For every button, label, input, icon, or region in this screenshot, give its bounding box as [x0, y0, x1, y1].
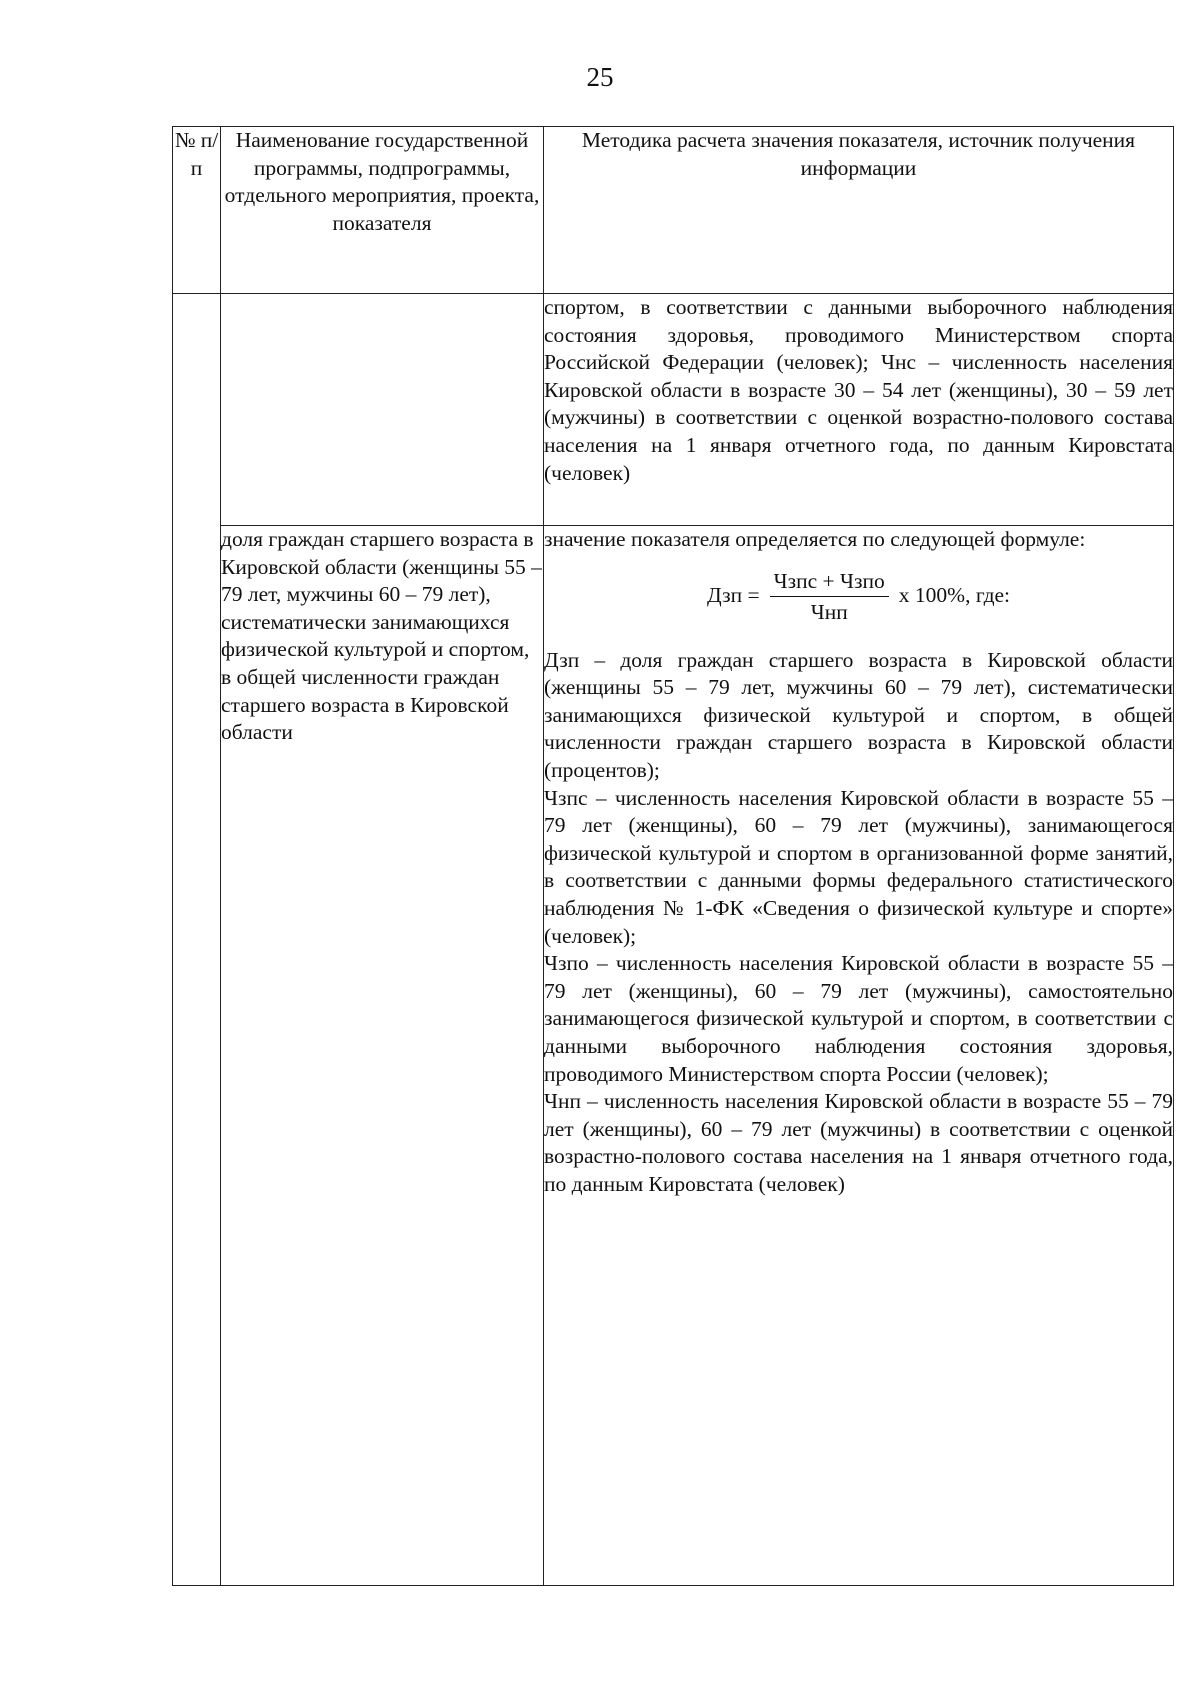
formula-denominator: Чнп — [810, 599, 848, 624]
indicator-table — [172, 126, 1174, 1586]
num-cell — [173, 294, 221, 1586]
formula-rhs: x 100%, где: — [898, 583, 1011, 608]
table-row-continuation — [173, 294, 1174, 526]
definition-dzp: Дзп – доля граждан старшего возраста в Кировской области (женщины 55 – 79 лет, мужчины 60 – 79 лет), систематически занимающихся физической культурой и спортом, в общей численности граждан старшего возраста в Кировской области (процентов); — [544, 647, 1173, 782]
page-number: 25 — [586, 62, 614, 92]
method-cell — [544, 526, 1174, 1586]
table-header-row — [173, 127, 1174, 294]
table-row-indicator — [173, 526, 1174, 1586]
header-num: № п/п — [173, 127, 221, 294]
indicator-name: доля граждан старшего возраста в Кировской области (женщины 55 – 79 лет, мужчины 60 – 79 лет), систематически занимающихся физической культурой и спортом, в общей численности граждан старшего возраста в Кировской области — [221, 526, 544, 1586]
formula — [544, 568, 1173, 625]
formula-fraction — [770, 568, 889, 625]
method-cell-continuation: спортом, в соответствии с данными выборочного наблюдения состояния здоровья, проводимого Министерством спорта Российской Федерации (человек); Чнс – численность населения Кировской области в возрасте 30 – 54 лет (женщины), 30 – 59 лет (мужчины) в соответствии с оценкой возрастно-полового состава населения на 1 января отчетного года, по данным Кировстата (человек) — [544, 294, 1174, 526]
header-method: Методика расчета значения показателя, источник получения информации — [544, 127, 1174, 294]
definition-chzps: Чзпс – численность населения Кировской области в возрасте 55 – 79 лет (женщины), 60 – 79 лет (мужчины), занимающегося физической культурой и спортом в организованной форме занятий, в соответствии с данными формы федерального статистического наблюдения № 1-ФК «Сведения о физической культуре и спорте» (человек); — [544, 785, 1173, 948]
formula-numerator: Чзпс + Чзпо — [770, 568, 889, 597]
formula-intro: значение показателя определяется по следующей формуле: — [544, 527, 1086, 551]
formula-lhs: Дзп = — [706, 583, 760, 608]
header-name: Наименование государственной программы, подпрограммы, отдельного мероприятия, проекта, показателя — [221, 127, 544, 294]
name-cell-empty — [221, 294, 544, 526]
definition-chnp: Чнп – численность населения Кировской области в возрасте 55 – 79 лет (женщины), 60 – 79 лет (мужчины) в соответствии с оценкой возрастно-полового состава населения на 1 января отчетного года, по данным Кировстата (человек) — [544, 1089, 1173, 1196]
definition-chzpo: Чзпо – численность населения Кировской области в возрасте 55 – 79 лет (женщины), 60 – 79 лет (мужчины), самостоятельно занимающегося физической культурой и спортом, в соответствии с данными выборочного наблюдения состояния здоровья, проводимого Министерством спорта России (человек); — [544, 951, 1173, 1086]
